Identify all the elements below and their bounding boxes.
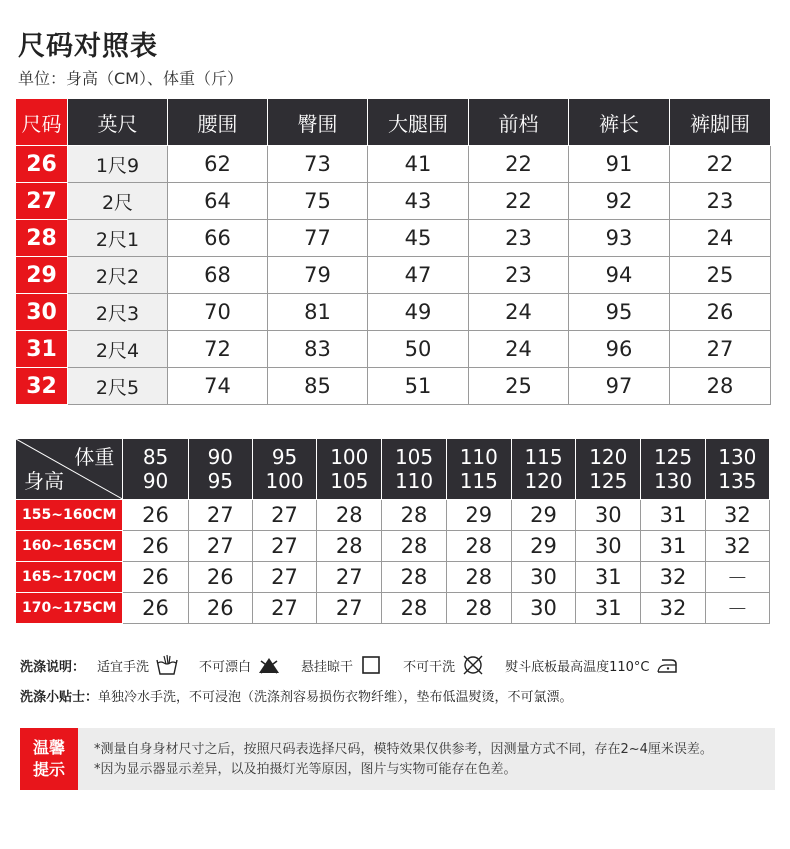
notice-box bbox=[20, 728, 775, 790]
size-value-cell: 22 bbox=[469, 183, 569, 220]
weight-range-to: 135 bbox=[718, 469, 757, 493]
weight-range-from: 90 bbox=[207, 445, 234, 469]
recommended-size-cell: 28 bbox=[382, 531, 446, 562]
size-value-cell: 41 bbox=[368, 146, 469, 183]
notice-lines bbox=[94, 740, 713, 780]
header-leg-opening: 裤脚围 bbox=[670, 99, 771, 146]
header-size: 尺码 bbox=[16, 99, 68, 146]
weight-range-header bbox=[511, 439, 575, 500]
weight-range-header bbox=[123, 439, 188, 500]
size-value-cell: 62 bbox=[168, 146, 268, 183]
weight-range-header bbox=[446, 439, 511, 500]
size-table-header bbox=[16, 99, 771, 146]
size-value-cell: 77 bbox=[268, 220, 368, 257]
recommended-size-cell: 27 bbox=[252, 562, 316, 593]
size-value-cell: 2尺3 bbox=[68, 294, 168, 331]
recommended-size-cell: 27 bbox=[317, 562, 382, 593]
height-row bbox=[16, 500, 770, 531]
size-value-cell: 25 bbox=[670, 257, 771, 294]
recommended-size-cell: 27 bbox=[252, 593, 316, 624]
size-value-cell: 2尺 bbox=[68, 183, 168, 220]
weight-range-to: 125 bbox=[589, 469, 628, 493]
recommended-size-cell: 26 bbox=[123, 562, 188, 593]
recommended-size-cell: 32 bbox=[705, 500, 769, 531]
care-text-no-bleach: 不可漂白 bbox=[199, 659, 252, 675]
recommended-size-cell: 29 bbox=[446, 500, 511, 531]
size-value-cell: 74 bbox=[168, 368, 268, 405]
weight-range-to: 120 bbox=[524, 469, 563, 493]
size-value-cell: 70 bbox=[168, 294, 268, 331]
no-bleach-icon bbox=[257, 654, 281, 676]
size-value-cell: 24 bbox=[469, 331, 569, 368]
weight-range-to: 130 bbox=[653, 469, 693, 493]
size-row bbox=[16, 146, 771, 183]
size-value-cell: 75 bbox=[268, 183, 368, 220]
size-value-cell: 50 bbox=[368, 331, 469, 368]
size-value-cell: 85 bbox=[268, 368, 368, 405]
size-value-cell: 49 bbox=[368, 294, 469, 331]
recommended-size-cell: 27 bbox=[252, 531, 316, 562]
height-row bbox=[16, 562, 770, 593]
weight-range-header bbox=[252, 439, 316, 500]
recommended-size-cell: 32 bbox=[641, 593, 705, 624]
care-item-iron bbox=[505, 654, 679, 676]
recommended-size-cell: 32 bbox=[705, 531, 769, 562]
size-row bbox=[16, 183, 771, 220]
weight-height-table bbox=[15, 438, 770, 624]
care-text-hang-dry: 悬挂晾干 bbox=[301, 659, 354, 675]
size-value-cell: 45 bbox=[368, 220, 469, 257]
size-value-cell: 96 bbox=[569, 331, 670, 368]
size-label-cell: 29 bbox=[16, 257, 68, 294]
size-label-cell: 26 bbox=[16, 146, 68, 183]
header-waist: 腰围 bbox=[168, 99, 268, 146]
size-label-cell: 28 bbox=[16, 220, 68, 257]
recommended-size-cell: 28 bbox=[446, 531, 511, 562]
size-value-cell: 27 bbox=[670, 331, 771, 368]
recommended-size-cell: 31 bbox=[641, 500, 705, 531]
recommended-size-cell: 26 bbox=[188, 562, 252, 593]
recommended-size-cell: 26 bbox=[123, 500, 188, 531]
size-value-cell: 26 bbox=[670, 294, 771, 331]
care-instructions bbox=[20, 652, 699, 678]
size-value-cell: 95 bbox=[569, 294, 670, 331]
size-row bbox=[16, 220, 771, 257]
weight-range-to: 100 bbox=[265, 469, 304, 493]
size-value-cell: 25 bbox=[469, 368, 569, 405]
recommended-size-cell: 28 bbox=[317, 500, 382, 531]
corner-height-label: 身高 bbox=[24, 469, 64, 493]
weight-range-from: 120 bbox=[589, 445, 628, 469]
recommended-size-cell: 30 bbox=[576, 500, 641, 531]
weight-range-from: 115 bbox=[524, 445, 563, 469]
care-text-iron: 熨斗底板最高温度110°C bbox=[505, 659, 650, 675]
weight-range-from: 125 bbox=[653, 445, 693, 469]
care-text-no-dry-clean: 不可干洗 bbox=[403, 659, 456, 675]
size-value-cell: 91 bbox=[569, 146, 670, 183]
recommended-size-cell: － bbox=[705, 562, 769, 593]
care-item-no-dry-clean bbox=[403, 654, 485, 676]
weight-range-header bbox=[576, 439, 641, 500]
size-value-cell: 2尺2 bbox=[68, 257, 168, 294]
size-value-cell: 47 bbox=[368, 257, 469, 294]
recommended-size-cell: 31 bbox=[576, 562, 641, 593]
size-value-cell: 23 bbox=[670, 183, 771, 220]
size-label-cell: 31 bbox=[16, 331, 68, 368]
weight-header-row bbox=[16, 439, 770, 500]
size-value-cell: 22 bbox=[670, 146, 771, 183]
recommended-size-cell: 28 bbox=[446, 593, 511, 624]
size-row bbox=[16, 257, 771, 294]
recommended-size-cell: 27 bbox=[188, 500, 252, 531]
notice-tag-line1: 温馨 bbox=[32, 738, 65, 757]
size-value-cell: 23 bbox=[469, 257, 569, 294]
recommended-size-cell: 29 bbox=[511, 500, 575, 531]
size-value-cell: 92 bbox=[569, 183, 670, 220]
recommended-size-cell: 30 bbox=[511, 593, 575, 624]
weight-range-to: 110 bbox=[394, 469, 434, 493]
recommended-size-cell: 26 bbox=[123, 531, 188, 562]
recommended-size-cell: 28 bbox=[382, 500, 446, 531]
recommended-size-cell: 28 bbox=[317, 531, 382, 562]
recommended-size-cell: 28 bbox=[382, 593, 446, 624]
size-value-cell: 73 bbox=[268, 146, 368, 183]
notice-tag-line2: 提示 bbox=[32, 760, 65, 779]
recommended-size-cell: 31 bbox=[641, 531, 705, 562]
weight-range-from: 130 bbox=[718, 445, 757, 469]
recommended-size-cell: 28 bbox=[382, 562, 446, 593]
size-value-cell: 23 bbox=[469, 220, 569, 257]
header-front-rise: 前档 bbox=[469, 99, 569, 146]
care-text-hand-wash: 适宜手洗 bbox=[97, 659, 150, 675]
size-value-cell: 93 bbox=[569, 220, 670, 257]
weight-range-from: 105 bbox=[394, 445, 434, 469]
size-value-cell: 83 bbox=[268, 331, 368, 368]
size-value-cell: 2尺4 bbox=[68, 331, 168, 368]
size-value-cell: 24 bbox=[469, 294, 569, 331]
size-label-cell: 30 bbox=[16, 294, 68, 331]
size-value-cell: 51 bbox=[368, 368, 469, 405]
size-label-cell: 32 bbox=[16, 368, 68, 405]
corner-cell bbox=[16, 439, 123, 500]
recommended-size-cell: 32 bbox=[641, 562, 705, 593]
height-range-label: 155~160CM bbox=[16, 500, 123, 531]
height-row bbox=[16, 531, 770, 562]
size-label-cell: 27 bbox=[16, 183, 68, 220]
size-value-cell: 68 bbox=[168, 257, 268, 294]
no-dry-clean-icon bbox=[461, 654, 485, 676]
size-value-cell: 2尺5 bbox=[68, 368, 168, 405]
size-row bbox=[16, 331, 771, 368]
header-chi: 英尺 bbox=[68, 99, 168, 146]
recommended-size-cell: 31 bbox=[576, 593, 641, 624]
unit-note: 单位：身高（CM）、体重（斤） bbox=[18, 69, 243, 88]
weight-range-to: 95 bbox=[207, 469, 234, 493]
weight-range-header bbox=[317, 439, 382, 500]
weight-range-to: 105 bbox=[330, 469, 369, 493]
recommended-size-cell: 27 bbox=[188, 531, 252, 562]
size-row bbox=[16, 368, 771, 405]
weight-range-header bbox=[188, 439, 252, 500]
weight-range-to: 115 bbox=[459, 469, 498, 493]
size-value-cell: 94 bbox=[569, 257, 670, 294]
size-value-cell: 28 bbox=[670, 368, 771, 405]
care-label: 洗涤说明： bbox=[20, 659, 86, 675]
weight-range-header bbox=[382, 439, 446, 500]
recommended-size-cell: 28 bbox=[446, 562, 511, 593]
recommended-size-cell: 30 bbox=[511, 562, 575, 593]
recommended-size-cell: 27 bbox=[317, 593, 382, 624]
corner-weight-label: 体重 bbox=[74, 445, 115, 469]
notice-tag bbox=[20, 728, 78, 790]
weight-range-header bbox=[705, 439, 769, 500]
header-hip: 臀围 bbox=[268, 99, 368, 146]
recommended-size-cell: 26 bbox=[188, 593, 252, 624]
size-value-cell: 2尺1 bbox=[68, 220, 168, 257]
recommended-size-cell: 30 bbox=[576, 531, 641, 562]
size-value-cell: 97 bbox=[569, 368, 670, 405]
size-value-cell: 66 bbox=[168, 220, 268, 257]
hang-dry-icon bbox=[359, 654, 383, 676]
notice-line-2: *因为显示器显示差异，以及拍摄灯光等原因，图片与实物可能存在色差。 bbox=[94, 762, 517, 777]
height-row bbox=[16, 593, 770, 624]
size-value-cell: 22 bbox=[469, 146, 569, 183]
size-value-cell: 1尺9 bbox=[68, 146, 168, 183]
care-item-hand-wash bbox=[97, 654, 179, 676]
size-value-cell: 24 bbox=[670, 220, 771, 257]
height-range-label: 160~165CM bbox=[16, 531, 123, 562]
weight-range-to: 90 bbox=[142, 469, 169, 493]
size-value-cell: 81 bbox=[268, 294, 368, 331]
header-thigh: 大腿围 bbox=[368, 99, 469, 146]
size-value-cell: 72 bbox=[168, 331, 268, 368]
hand-wash-icon bbox=[155, 654, 179, 676]
weight-range-from: 100 bbox=[330, 445, 369, 469]
tips-label: 洗涤小贴士： bbox=[20, 690, 99, 705]
wash-tips bbox=[20, 686, 573, 705]
weight-range-from: 110 bbox=[459, 445, 498, 469]
weight-range-header bbox=[641, 439, 705, 500]
size-row bbox=[16, 294, 771, 331]
recommended-size-cell: 26 bbox=[123, 593, 188, 624]
height-range-label: 170~175CM bbox=[16, 593, 123, 624]
size-value-cell: 79 bbox=[268, 257, 368, 294]
tips-text: 单独冷水手洗，不可浸泡（洗涤剂容易损伤衣物纤维），垫布低温熨烫，不可氯漂。 bbox=[98, 690, 573, 705]
recommended-size-cell: 27 bbox=[252, 500, 316, 531]
care-item-no-bleach bbox=[199, 654, 281, 676]
care-item-hang-dry bbox=[301, 654, 383, 676]
iron-icon bbox=[655, 654, 679, 676]
height-range-label: 165~170CM bbox=[16, 562, 123, 593]
recommended-size-cell: 29 bbox=[511, 531, 575, 562]
size-table bbox=[15, 98, 771, 405]
header-length: 裤长 bbox=[569, 99, 670, 146]
weight-range-from: 85 bbox=[142, 445, 169, 469]
page-title: 尺码对照表 bbox=[18, 31, 158, 62]
size-value-cell: 64 bbox=[168, 183, 268, 220]
notice-line-1: *测量自身身材尺寸之后，按照尺码表选择尺码，模特效果仅供参考，因测量方式不同，存在2~4厘米误差。 bbox=[94, 742, 713, 757]
recommended-size-cell: － bbox=[705, 593, 769, 624]
weight-range-from: 95 bbox=[271, 445, 298, 469]
size-value-cell: 43 bbox=[368, 183, 469, 220]
